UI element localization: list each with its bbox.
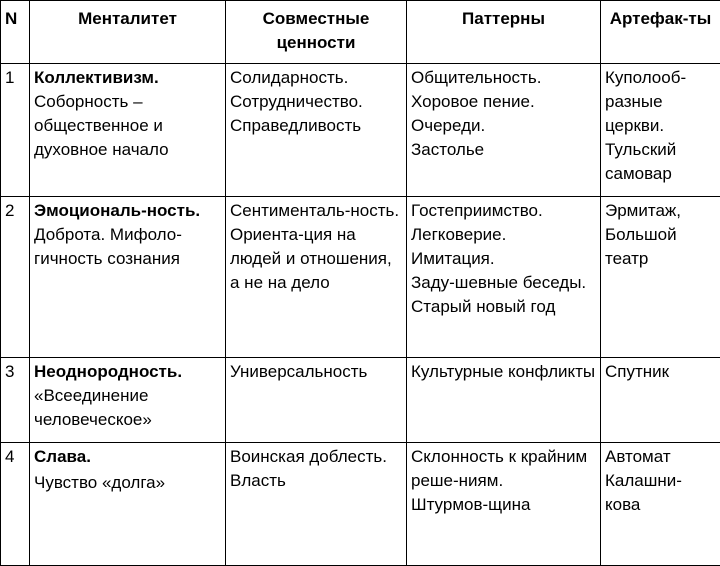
- value-line: Власть: [230, 469, 402, 493]
- mentality-cell: [30, 358, 226, 443]
- header-row: [1, 1, 720, 64]
- pattern-line: Культурные конфликты: [411, 360, 596, 384]
- values-cell: [226, 64, 407, 197]
- values-cell: [226, 197, 407, 358]
- value-line: Сотрудничество.: [230, 90, 402, 114]
- mentality-text: Доброта. Мифоло-гичность сознания: [34, 225, 182, 268]
- value-line: Сентименталь-ность. Ориента-ция на людей и отношения, а не на дело: [230, 199, 402, 295]
- header-patterns: Паттерны: [407, 1, 601, 64]
- pattern-line: Общительность.: [411, 66, 596, 90]
- value-line: Справедливость: [230, 114, 402, 138]
- patterns-cell: [407, 64, 601, 197]
- values-cell: [226, 358, 407, 443]
- pattern-line: Очереди.: [411, 114, 596, 138]
- mentality-title: Неоднородность.: [34, 360, 221, 384]
- mentality-text: Чувство «долга»: [34, 473, 165, 492]
- artifacts-cell: Эрмитаж, Большой театр: [601, 197, 720, 358]
- patterns-cell: [407, 358, 601, 443]
- value-line: Универсальность: [230, 360, 402, 384]
- mentality-text: «Всеединение человеческое»: [34, 386, 152, 429]
- pattern-line: Легковерие.: [411, 223, 596, 247]
- table-row: [1, 443, 720, 566]
- pattern-line: Имитация.: [411, 247, 596, 271]
- patterns-cell: [407, 197, 601, 358]
- value-line: Воинская доблесть.: [230, 445, 402, 469]
- mentality-title: Коллективизм.: [34, 66, 221, 90]
- mentality-cell: [30, 64, 226, 197]
- value-line: Солидарность.: [230, 66, 402, 90]
- pattern-line: Старый новый год: [411, 295, 596, 319]
- pattern-line: Хоровое пение.: [411, 90, 596, 114]
- header-values: Совместные ценности: [226, 1, 407, 64]
- mentality-cell: [30, 197, 226, 358]
- mentality-text: Соборность –общественное и духовное начало: [34, 92, 169, 159]
- artifacts-cell: Автомат Калашни-кова: [601, 443, 720, 566]
- artifacts-cell: Спутник: [601, 358, 720, 443]
- row-number: 1: [1, 64, 30, 197]
- header-mentality: Менталитет: [30, 1, 226, 64]
- pattern-line: Штурмов-щина: [411, 493, 596, 517]
- artifacts-cell: Куполооб-разные церкви. Тульский самовар: [601, 64, 720, 197]
- row-number: 2: [1, 197, 30, 358]
- pattern-line: Застолье: [411, 138, 596, 162]
- row-number: 3: [1, 358, 30, 443]
- table-row: [1, 197, 720, 358]
- pattern-line: Склонность к крайним реше-ниям.: [411, 445, 596, 493]
- pattern-line: Заду-шевные беседы.: [411, 271, 596, 295]
- header-artifacts: Артефак-ты: [601, 1, 720, 64]
- values-cell: [226, 443, 407, 566]
- patterns-cell: [407, 443, 601, 566]
- mentality-title: Эмоциональ-ность.: [34, 199, 221, 223]
- mentality-cell: [30, 443, 226, 566]
- table-row: [1, 64, 720, 197]
- header-n: N: [1, 1, 30, 64]
- table-row: [1, 358, 720, 443]
- mentality-title: Слава.: [34, 445, 221, 469]
- pattern-line: Гостеприимство.: [411, 199, 596, 223]
- row-number: 4: [1, 443, 30, 566]
